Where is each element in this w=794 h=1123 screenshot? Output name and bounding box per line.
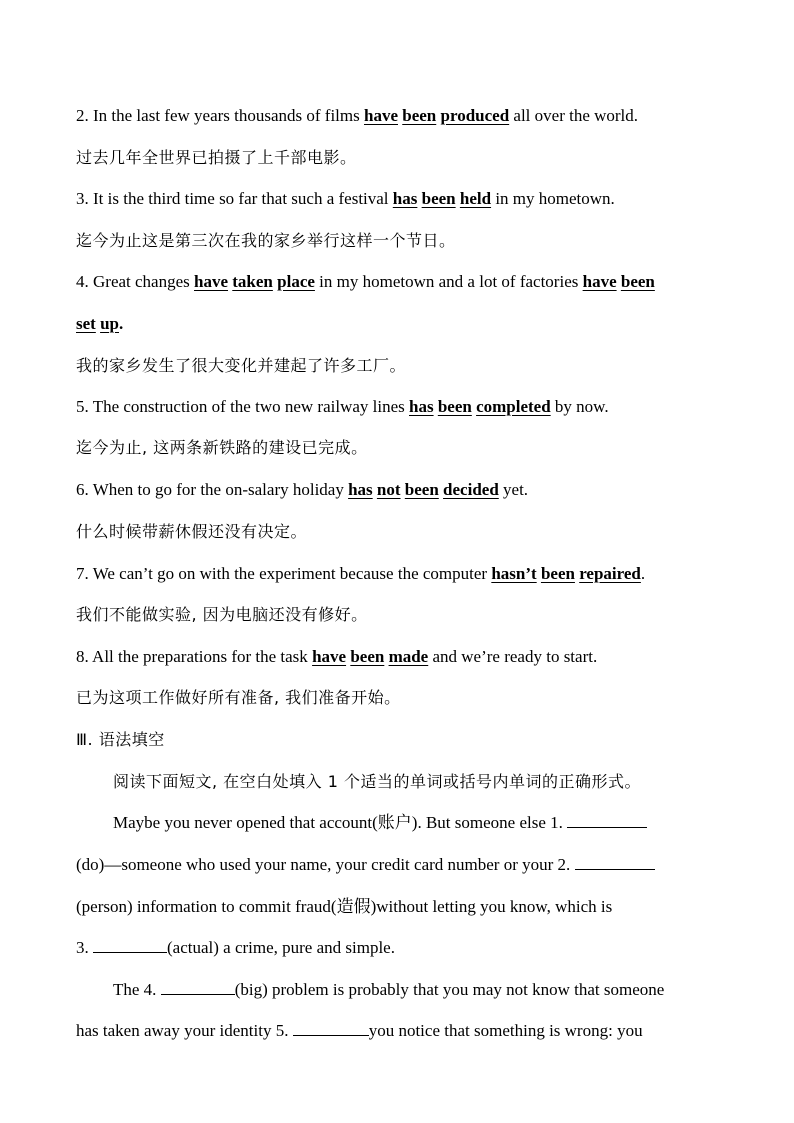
translation-4: 我的家乡发生了很大变化并建起了许多工厂。 (76, 356, 407, 375)
passage-line-5 (113, 978, 724, 1002)
passage-text: 3. (76, 938, 93, 957)
sentence-text: 4. Great changes (76, 272, 195, 291)
sentence-3 (76, 187, 724, 211)
answer-word: up (100, 314, 119, 333)
answer-word: been (437, 397, 472, 416)
answer-word: repaired (579, 564, 641, 583)
sentence-text: 5. The construction of the two new railway lines (76, 397, 409, 416)
passage-text: has taken away your identity 5. (76, 1021, 293, 1040)
sentence-text: and we’re ready to start. (428, 647, 598, 666)
sentence-text: 3. It is the third time so far that such a festival (76, 189, 393, 208)
sentence-7 (76, 562, 724, 586)
passage-text: (do)—someone who used your name, your credit card number or your 2. (76, 855, 575, 874)
answer-word: has (348, 480, 373, 499)
blank-3[interactable] (93, 936, 167, 953)
blank-5[interactable] (293, 1019, 369, 1036)
blank-2[interactable] (575, 853, 655, 870)
answer-word: been (350, 647, 385, 666)
translation-2: 过去几年全世界已拍摄了上千部电影。 (76, 148, 357, 167)
passage-line-1 (113, 811, 724, 835)
answer-word: been (421, 189, 456, 208)
sentence-text: . (119, 314, 124, 333)
answer-word: hasn’t (491, 564, 537, 583)
sentence-4-continued (76, 312, 724, 336)
sentence-8 (76, 645, 724, 669)
answer-word: have (312, 647, 347, 666)
blank-4[interactable] (161, 978, 235, 995)
section-instruction: 阅读下面短文, 在空白处填入 1 个适当的单词或括号内单词的正确形式。 (113, 772, 642, 791)
passage-line-2 (76, 853, 724, 877)
sentence-text: in my hometown and a lot of factories (314, 272, 583, 291)
translation-6: 什么时候带薪休假还没有决定。 (76, 522, 308, 541)
passage-text: you notice that something is wrong: you (368, 1021, 643, 1040)
answer-word: been (540, 564, 575, 583)
passage-text: Maybe you never opened that account(账户). But someone else 1. (113, 813, 568, 832)
answer-word: held (459, 189, 492, 208)
answer-word: has (392, 189, 418, 208)
passage-text: (big) problem is probably that you may not know that someone (234, 980, 665, 999)
sentence-text: 2. In the last few years thousands of films (76, 106, 364, 125)
sentence-text: 8. All the preparations for the task (76, 647, 313, 666)
sentence-5 (76, 395, 724, 419)
answer-word: produced (440, 106, 510, 125)
answer-word: been (402, 106, 437, 125)
answer-word: set (76, 314, 96, 333)
sentence-text: . (640, 564, 646, 583)
passage-text: The 4. (113, 980, 161, 999)
translation-5: 迄今为止, 这两条新铁路的建设已完成。 (76, 438, 368, 457)
passage-line-4 (76, 936, 724, 960)
translation-3: 迄今为止这是第三次在我的家乡举行这样一个节日。 (76, 231, 456, 250)
answer-word: have (364, 106, 398, 125)
translation-8: 已为这项工作做好所有准备, 我们准备开始。 (76, 688, 401, 707)
sentence-text: all over the world. (509, 106, 639, 125)
sentence-text: yet. (498, 480, 529, 499)
answer-word: decided (443, 480, 499, 499)
answer-word: taken (232, 272, 273, 291)
passage-text: (actual) a crime, pure and simple. (167, 938, 395, 957)
sentence-text: by now. (550, 397, 609, 416)
answer-word: place (277, 272, 315, 291)
passage-line-6 (76, 1019, 724, 1043)
answer-word: has (409, 397, 434, 416)
answer-word: completed (476, 397, 551, 416)
sentence-text: 7. We can’t go on with the experiment because the computer (76, 564, 492, 583)
answer-word: made (388, 647, 429, 666)
answer-word: been (404, 480, 439, 499)
answer-word: have (194, 272, 229, 291)
answer-word: not (376, 480, 401, 499)
translation-7: 我们不能做实验, 因为电脑还没有修好。 (76, 605, 368, 624)
sentence-text: 6. When to go for the on-salary holiday (76, 480, 349, 499)
answer-word: been (620, 272, 655, 291)
blank-1[interactable] (567, 811, 647, 828)
section-title: Ⅲ. 语法填空 (76, 730, 165, 749)
sentence-6 (76, 478, 724, 502)
sentence-4 (76, 270, 724, 294)
passage-line-3: (person) information to commit fraud(造假)without letting you know, which is (76, 897, 613, 916)
sentence-2 (76, 104, 724, 128)
sentence-text: in my hometown. (491, 189, 615, 208)
answer-word: have (582, 272, 617, 291)
